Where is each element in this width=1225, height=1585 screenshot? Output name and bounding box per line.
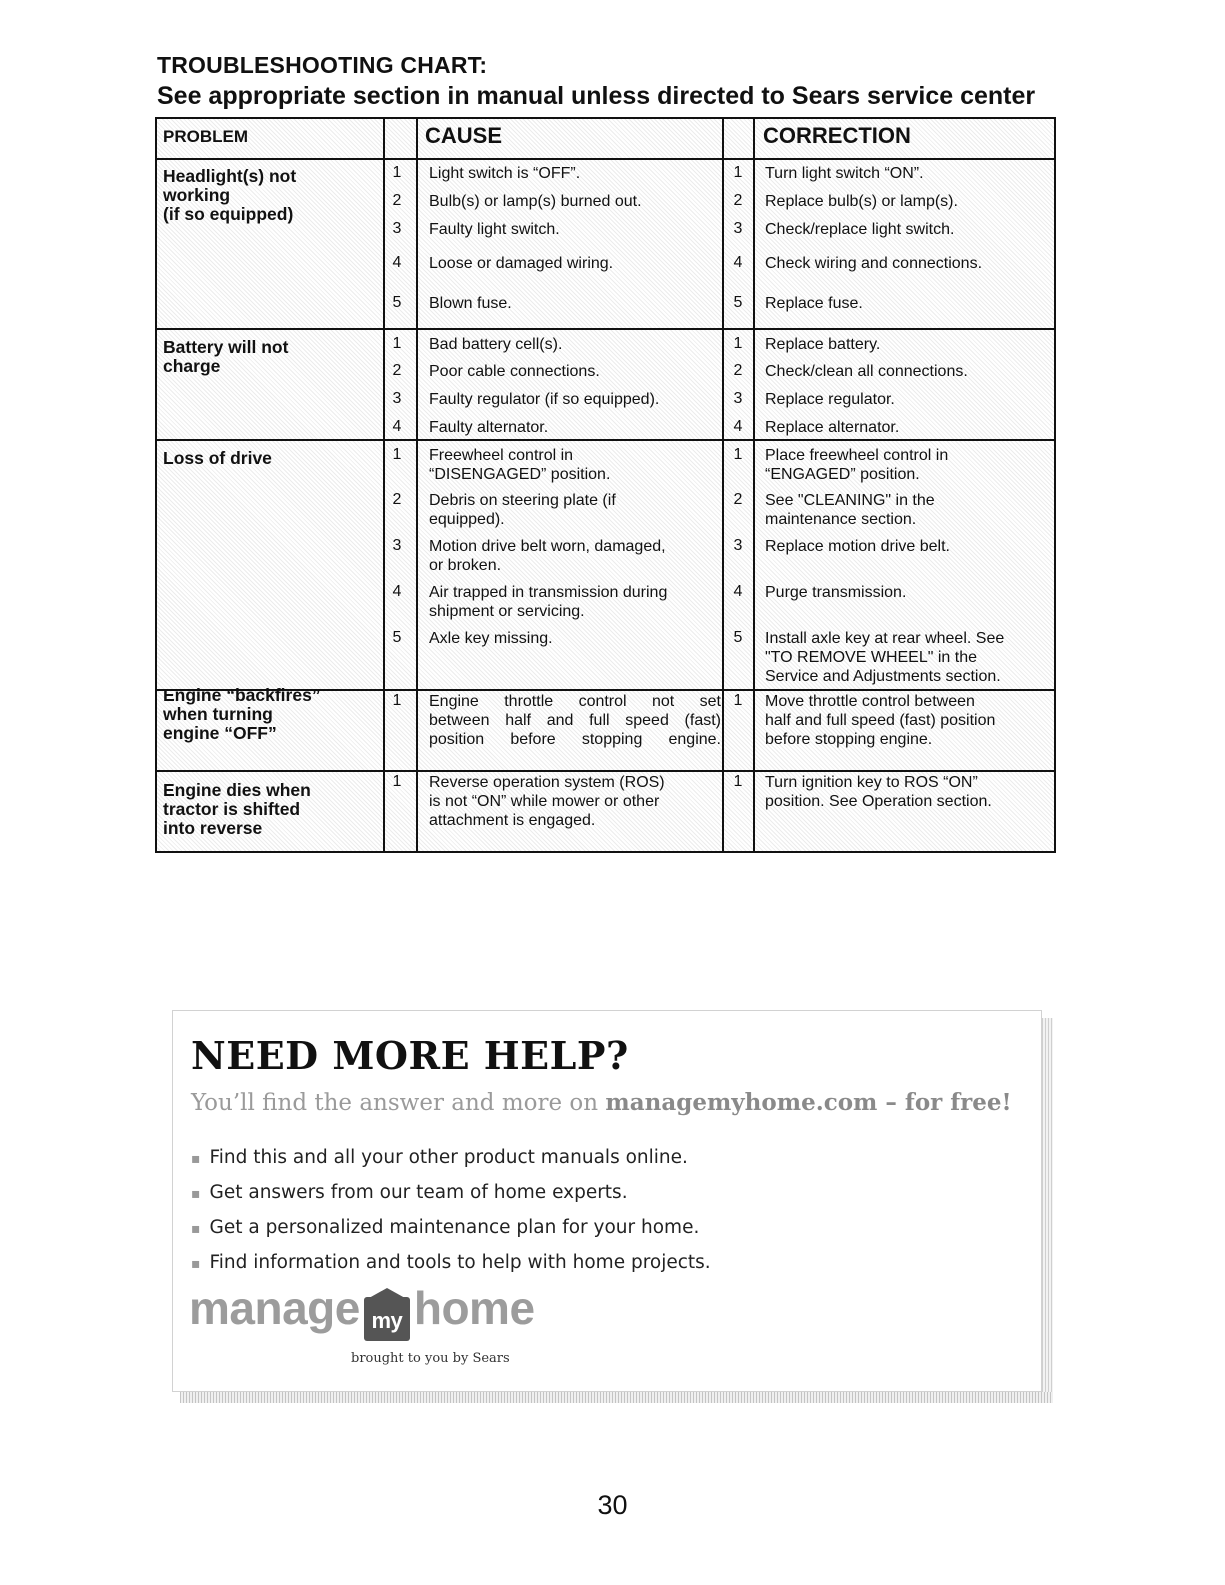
help-subtitle-suffix: – for free! <box>877 1089 1012 1116</box>
cause-number: 4 <box>392 583 402 600</box>
correction-number: 1 <box>733 692 743 709</box>
header-correction: CORRECTION <box>763 123 911 148</box>
logo-right-text: home <box>413 1282 535 1334</box>
cause-number: 4 <box>392 254 402 271</box>
cause-number: 1 <box>392 335 402 352</box>
row-divider <box>157 770 1054 772</box>
chart-title: TROUBLESHOOTING CHART: <box>157 52 488 78</box>
correction-text: Replace battery. <box>765 336 881 353</box>
cause-text: Debris on steering plate (if equipped). <box>429 492 616 528</box>
troubleshooting-table <box>155 117 1056 853</box>
correction-number: 1 <box>733 446 743 463</box>
correction-text: Replace alternator. <box>765 419 900 436</box>
problem-label: Loss of drive <box>163 448 272 468</box>
correction-text: Replace motion drive belt. <box>765 538 950 555</box>
help-subtitle <box>191 1089 1012 1116</box>
cause-text: Faulty alternator. <box>429 419 549 436</box>
list-item: ▪ Get answers from our team of home experts. <box>191 1182 628 1203</box>
page-number: 30 <box>597 1490 628 1520</box>
column-divider <box>416 119 418 851</box>
managemyhome-logo <box>189 1281 535 1341</box>
correction-text: Place freewheel control in “ENGAGED” position. <box>765 447 949 483</box>
list-item: ▪ Get a personalized maintenance plan for your home. <box>191 1217 700 1238</box>
correction-number: 3 <box>733 390 743 407</box>
correction-number: 5 <box>733 294 743 311</box>
correction-text: Check/clean all connections. <box>765 363 968 380</box>
cause-number: 5 <box>392 294 402 311</box>
cause-text: Loose or damaged wiring. <box>429 255 614 272</box>
help-title: NEED MORE HELP? <box>191 1033 629 1078</box>
correction-text: Replace bulb(s) or lamp(s). <box>765 193 958 210</box>
cause-text: Air trapped in transmission during shipment or servicing. <box>429 584 668 620</box>
correction-text: Check wiring and connections. <box>765 255 983 272</box>
correction-text: Move throttle control between half and full speed (fast) position before stopping engine. <box>765 693 996 748</box>
cause-number: 4 <box>392 418 402 435</box>
list-item: ▪ Find this and all your other product manuals online. <box>191 1147 688 1168</box>
correction-number: 5 <box>733 629 743 646</box>
cause-number: 1 <box>392 164 402 181</box>
correction-text: Check/replace light switch. <box>765 221 955 238</box>
box-shadow-bottom <box>180 1392 1053 1403</box>
correction-number: 4 <box>733 418 743 435</box>
correction-text: Turn ignition key to ROS “ON” position. See Operation section. <box>765 774 992 810</box>
problem-label: Engine dies when tractor is shifted into reverse <box>163 780 311 838</box>
cause-text: Light switch is “OFF”. <box>429 165 581 182</box>
correction-text: Turn light switch “ON”. <box>765 165 924 182</box>
cause-text: Bad battery cell(s). <box>429 336 563 353</box>
problem-label: Engine “backfires” when turning engine “OFF” <box>163 685 321 743</box>
correction-number: 4 <box>733 254 743 271</box>
help-subtitle-prefix: You’ll find the answer and more on <box>191 1090 606 1116</box>
problem-label: Headlight(s) not working (if so equipped) <box>163 166 297 224</box>
correction-number: 2 <box>733 491 743 508</box>
row-divider <box>157 439 1054 441</box>
cause-text: Reverse operation system (ROS) is not “ON” while mower or other attachment is engaged. <box>429 774 665 829</box>
header-problem: PROBLEM <box>163 127 248 146</box>
cause-text: Axle key missing. <box>429 630 553 647</box>
list-item: ▪ Find information and tools to help with home projects. <box>191 1252 711 1273</box>
problem-label: Battery will not charge <box>163 337 289 376</box>
correction-number: 4 <box>733 583 743 600</box>
cause-number: 2 <box>392 362 402 379</box>
cause-text: Poor cable connections. <box>429 363 600 380</box>
cause-number: 3 <box>392 537 402 554</box>
cause-text: Freewheel control in “DISENGAGED” position. <box>429 447 611 483</box>
correction-number: 3 <box>733 220 743 237</box>
cause-text: Motion drive belt worn, damaged, or broken. <box>429 538 666 574</box>
header-cause: CAUSE <box>425 123 503 148</box>
cause-text: Engine throttle control not set between half and full speed (fast) position before stopping engine. <box>429 693 721 748</box>
bullet-icon: ▪ <box>191 1256 201 1272</box>
column-divider <box>383 119 385 851</box>
bullet-icon: ▪ <box>191 1221 201 1237</box>
logo-tagline: brought to you by Sears <box>351 1351 510 1366</box>
correction-number: 2 <box>733 192 743 209</box>
cause-number: 2 <box>392 491 402 508</box>
help-box <box>172 1010 1042 1392</box>
cause-text: Faulty regulator (if so equipped). <box>429 391 660 408</box>
column-divider <box>753 119 755 851</box>
correction-text: Replace regulator. <box>765 391 895 408</box>
logo-left-text: manage <box>189 1282 360 1334</box>
cause-number: 3 <box>392 220 402 237</box>
cause-number: 1 <box>392 692 402 709</box>
cause-number: 5 <box>392 629 402 646</box>
house-icon: my <box>364 1297 410 1341</box>
header-divider <box>157 158 1054 160</box>
help-bullet-list <box>191 1141 711 1281</box>
bullet-icon: ▪ <box>191 1186 201 1202</box>
correction-number: 1 <box>733 335 743 352</box>
cause-number: 1 <box>392 446 402 463</box>
chart-subtitle: See appropriate section in manual unless directed to Sears service center <box>157 82 1036 110</box>
cause-number: 2 <box>392 192 402 209</box>
correction-text: Replace fuse. <box>765 295 863 312</box>
cause-text: Bulb(s) or lamp(s) burned out. <box>429 193 642 210</box>
help-subtitle-site[interactable]: managemyhome.com <box>605 1089 878 1116</box>
column-divider <box>722 119 724 851</box>
correction-number: 2 <box>733 362 743 379</box>
correction-number: 3 <box>733 537 743 554</box>
box-shadow-right <box>1042 1018 1053 1403</box>
correction-text: See "CLEANING" in the maintenance section. <box>765 492 935 528</box>
cause-number: 3 <box>392 390 402 407</box>
cause-text: Blown fuse. <box>429 295 512 312</box>
row-divider <box>157 328 1054 330</box>
correction-text: Install axle key at rear wheel. See "TO REMOVE WHEEL" in the Service and Adjustments section. <box>765 630 1005 685</box>
correction-number: 1 <box>733 773 743 790</box>
correction-number: 1 <box>733 164 743 181</box>
cause-number: 1 <box>392 773 402 790</box>
cause-text: Faulty light switch. <box>429 221 560 238</box>
bullet-icon: ▪ <box>191 1151 201 1167</box>
correction-text: Purge transmission. <box>765 584 907 601</box>
